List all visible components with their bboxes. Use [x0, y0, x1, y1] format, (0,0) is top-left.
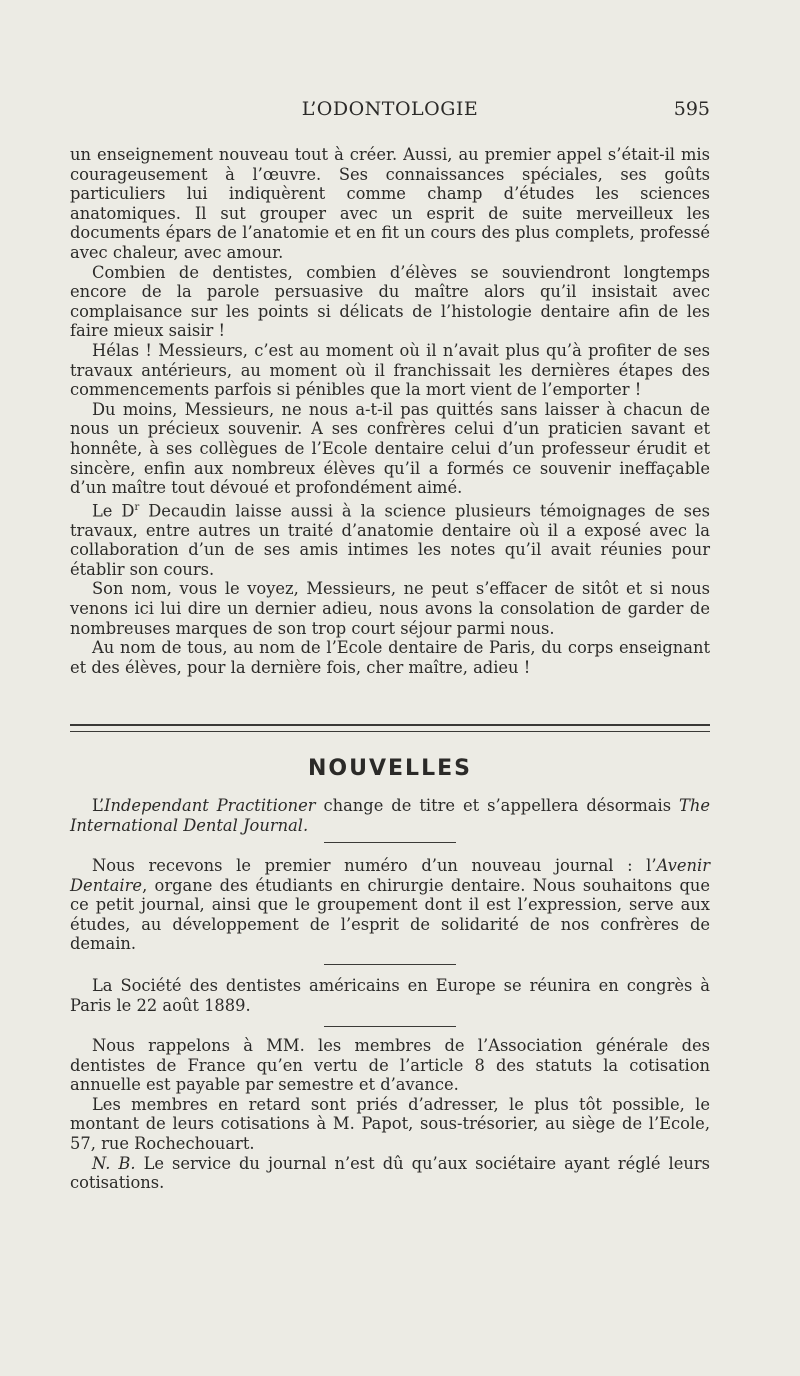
- news-item-1: [70, 796, 710, 835]
- news-item-3: [70, 976, 710, 1015]
- paragraph: Son nom, vous le voyez, Messieurs, ne peut s’effacer de sitôt et si nous venons ici lui dire un dernier adieu, nous avons la consolation de garder de nombreuses marques de son trop court séjour parmi nous.: [70, 579, 710, 638]
- section-title: NOUVELLES: [308, 756, 472, 781]
- journal-title: Independant Practitioner: [104, 796, 316, 815]
- text-prefix: L’: [92, 796, 105, 815]
- paragraph: un enseignement nouveau tout à créer. Aussi, au premier appel s’était-il mis courageusement à l’œuvre. Ses connaissances spéciales, ses goûts particuliers lui indiquèrent comme champ d’études les sciences anatomiques. Il sut grouper avec un esprit de suite merveilleux les documents épars de l’anatomie et en fit un cours des plus complets, professé avec chaleur, avec amour.: [70, 145, 710, 262]
- paragraph: [70, 796, 710, 835]
- nb-label: N. B.: [92, 1153, 136, 1173]
- paragraph: La Société des dentistes américains en Europe se réunira en congrès à Paris le 22 août 1889.: [70, 976, 710, 1015]
- paragraph: Du moins, Messieurs, ne nous a-t-il pas quittés sans laisser à chacun de nous un précieux souvenir. A ses confrères celui d’un praticien savant et honnête, à ses collègues de l’Ecole dentaire celui d’un professeur érudit et sincère, enfin aux nombreux élèves qu’il a formés ce souvenir ineffaçable d’un maître tout dévoué et profondément aimé.: [70, 399, 710, 498]
- news-item-4: [70, 1036, 710, 1193]
- paragraph-text: , organe des étudiants en chirurgie dentaire. Nous souhaitons que ce petit journal, ainsi que le groupement dont il est l’expression, serve aux études, au développement de l’esprit de solidarité de nos confrères de demain.: [70, 875, 710, 954]
- paragraph: Combien de dentistes, combien d’élèves se souviendront longtemps encore de la parole persuasive du maître alors qu’il insistait avec complaisance sur les points si délicats de l’histologie dentaire afin de les faire mieux saisir !: [70, 262, 710, 341]
- paragraph-text: Le service du journal n’est dû qu’aux sociétaire ayant réglé leurs cotisations.: [70, 1153, 710, 1193]
- dr-prefix: Le D: [92, 501, 135, 521]
- paragraph: Hélas ! Messieurs, c’est au moment où il n’avait plus qu’à profiter de ses travaux antérieurs, au moment où il franchissait les dernières étapes des commencements parfois si pénibles que la mort vient de l’emporter !: [70, 340, 710, 400]
- journal-title: The International Dental Journal.: [70, 796, 710, 835]
- page-header: [70, 98, 710, 132]
- paragraph: Au nom de tous, au nom de l’Ecole dentaire de Paris, du corps enseignant et des élèves, pour la dernière fois, cher maître, adieu !: [70, 638, 710, 677]
- item-separator: [324, 842, 456, 843]
- paragraph-text: Nous recevons le premier numéro d’un nouveau journal : l’: [92, 856, 657, 875]
- dr-superscript: r: [134, 501, 140, 513]
- paragraph-text: change de titre et s’appellera désormais: [315, 796, 680, 815]
- page-number: 595: [673, 98, 710, 120]
- item-separator: [324, 1026, 456, 1027]
- paragraph: [70, 1154, 710, 1193]
- journal-title: Avenir Dentaire: [70, 856, 710, 895]
- paragraph: Les membres en retard sont priés d’adresser, le plus tôt possible, le montant de leurs cotisations à M. Papot, sous-trésorier, au siège de l’Ecole, 57, rue Rochechouart.: [70, 1094, 710, 1153]
- running-title: L’ODONTOLOGIE: [301, 98, 479, 120]
- paragraph: [70, 856, 710, 954]
- section-divider: [70, 724, 710, 732]
- paragraph-text: Decaudin laisse aussi à la science plusieurs témoignages de ses travaux, entre autres un traité d’anatomie dentaire où il a exposé avec la collaboration d’un de ses amis intimes les notes qu’il avait réunies pour établir son cours.: [70, 501, 710, 579]
- item-separator: [324, 964, 456, 965]
- news-item-2: [70, 856, 710, 954]
- paragraph: Nous rappelons à MM. les membres de l’Association générale des dentistes de France qu’en vertu de l’article 8 des statuts la cotisation annuelle est payable par semestre et d’avance.: [70, 1036, 710, 1095]
- paragraph: [70, 498, 710, 580]
- article-body: [70, 145, 710, 677]
